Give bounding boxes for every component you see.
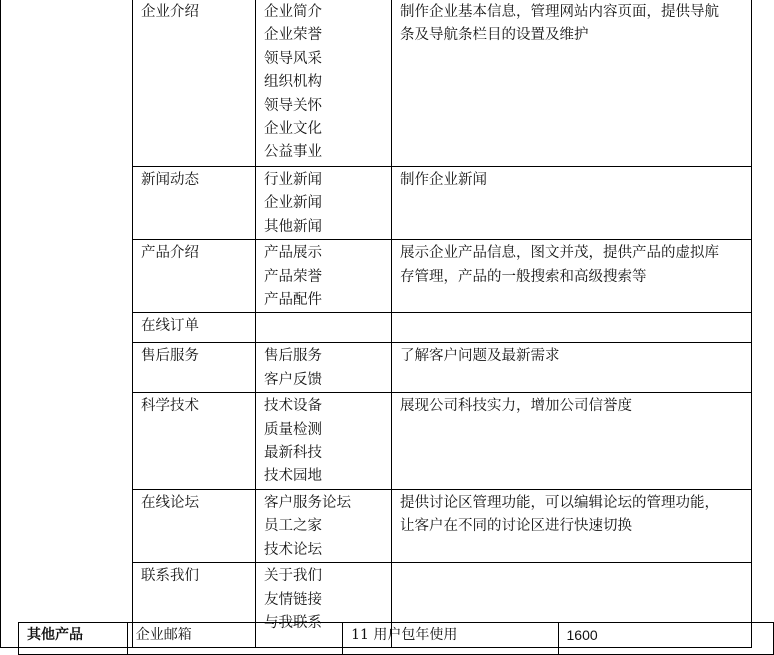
section-items: 技术设备 质量检测 最新科技 技术园地 [264, 398, 322, 485]
pricing-price: 1600 [566, 627, 598, 643]
section-items: 关于我们 友情链接 与我联系 [264, 568, 322, 631]
section-name: 联系我们 [141, 568, 199, 585]
section-name: 企业介绍 [141, 4, 199, 20]
pricing-category: 其他产品 [27, 627, 83, 643]
section-name: 售后服务 [141, 348, 199, 365]
section-items-cell [256, 489, 392, 562]
outer-blank-cell [1, 489, 133, 562]
section-description-cell [392, 393, 752, 490]
section-items-cell [256, 393, 392, 490]
table-row [1, 0, 752, 167]
section-items: 行业新闻 企业新闻 其他新闻 [264, 172, 322, 235]
pricing-category-cell [19, 623, 128, 655]
section-description: 了解客户问题及最新需求 [400, 348, 560, 365]
section-name-cell [133, 393, 256, 490]
outer-blank-cell [1, 313, 133, 343]
table-row [1, 393, 752, 490]
section-items-cell [256, 167, 392, 240]
section-name-cell [133, 167, 256, 240]
section-name: 产品介绍 [141, 245, 199, 262]
section-name-cell [133, 489, 256, 562]
section-items-cell [256, 240, 392, 313]
section-items: 客户服务论坛 员工之家 技术论坛 [264, 494, 351, 558]
section-items: 企业简介 企业荣誉 领导风采 组织机构 领导关怀 企业文化 公益事业 [264, 4, 322, 161]
section-description: 提供讨论区管理功能，可以编辑论坛的管理功能， 让客户在不同的讨论区进行快速切换 [400, 494, 719, 535]
section-items-cell [256, 0, 392, 167]
section-description: 制作企业基本信息，管理网站内容页面，提供导航 条及导航条栏目的设置及维护 [400, 4, 719, 44]
section-name-cell [133, 240, 256, 313]
pricing-price-cell [558, 623, 773, 655]
pricing-row [19, 623, 774, 655]
outer-blank-cell [1, 0, 133, 167]
outer-blank-cell [1, 240, 133, 313]
section-description: 展现公司科技实力，增加公司信誉度 [400, 398, 632, 415]
table-row [1, 313, 752, 343]
pricing-plan: 11 用户包年使用 [351, 627, 458, 643]
section-items: 产品展示 产品荣誉 产品配件 [264, 245, 322, 309]
section-description: 制作企业新闻 [400, 172, 487, 188]
section-items [256, 313, 391, 315]
section-name-cell [133, 0, 256, 167]
pricing-product-cell [127, 623, 342, 655]
section-items-cell [256, 343, 392, 393]
outer-blank-cell [1, 343, 133, 393]
section-description-cell [392, 489, 752, 562]
section-items-cell [256, 313, 392, 343]
section-items: 售后服务 客户反馈 [264, 348, 322, 388]
table-row [1, 167, 752, 240]
section-name-cell [133, 343, 256, 393]
section-description: 展示企业产品信息，图文并茂，提供产品的虚拟库 存管理，产品的一般搜索和高级搜索等 [400, 245, 719, 285]
section-description-cell [392, 240, 752, 313]
outer-blank-cell [1, 393, 133, 490]
section-name: 新闻动态 [141, 172, 199, 188]
section-description [392, 563, 751, 565]
section-name-cell [133, 313, 256, 343]
pricing-plan-cell [343, 623, 558, 655]
section-name: 在线论坛 [141, 494, 199, 511]
pricing-product: 企业邮箱 [135, 627, 192, 643]
pricing-table [18, 622, 774, 655]
outer-blank-cell [1, 167, 133, 240]
section-description [392, 313, 751, 315]
table-row [1, 489, 752, 562]
table-row [1, 240, 752, 313]
section-name: 在线订单 [141, 318, 199, 335]
section-description-cell [392, 0, 752, 167]
section-name: 科学技术 [141, 398, 199, 415]
feature-table-body [1, 0, 752, 648]
section-description-cell [392, 313, 752, 343]
section-description-cell [392, 167, 752, 240]
section-description-cell [392, 343, 752, 393]
table-row [1, 343, 752, 393]
